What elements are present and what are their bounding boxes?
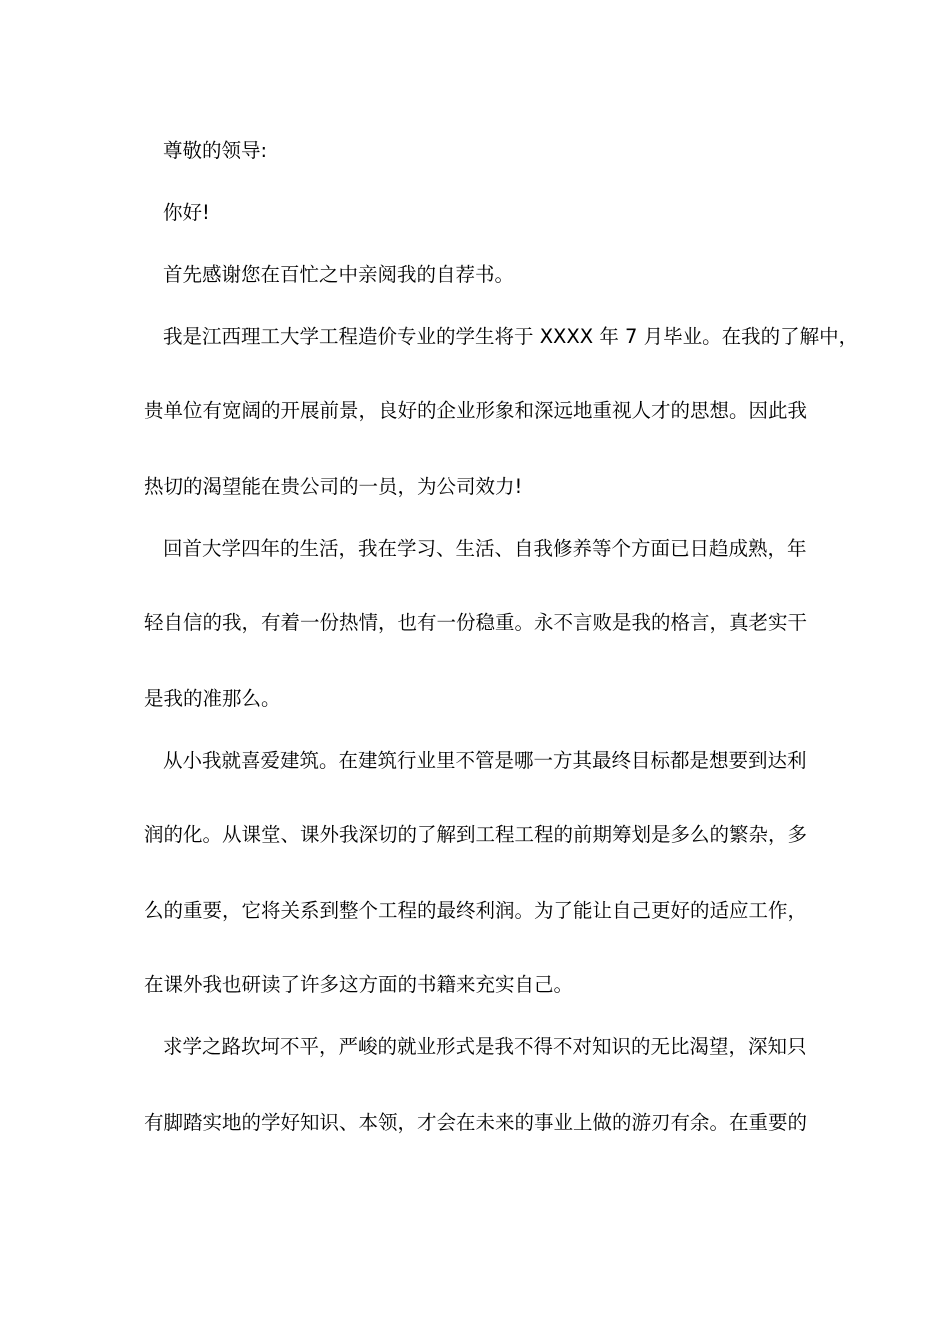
salutation: 尊敬的领导: (163, 139, 268, 162)
greeting: 你好! (163, 201, 210, 224)
paragraph-line: 求学之路坎坷不平，严峻的就业形式是我不得不对知识的无比渴望，深知只 (163, 1035, 807, 1058)
paragraph-line: 回首大学四年的生活，我在学习、生活、自我修养等个方面已日趋成熟，年 (163, 537, 807, 560)
paragraph-line: 润的化。从课堂、课外我深切的了解到工程工程的前期筹划是多么的繁杂，多 (144, 823, 808, 846)
paragraph-line: 是我的准那么。 (144, 687, 281, 710)
paragraph-line: 么的重要，它将关系到整个工程的最终利润。为了能让自己更好的适应工作， (144, 899, 808, 922)
paragraph-line: 从小我就喜爱建筑。在建筑行业里不管是哪一方其最终目标都是想要到达利 (163, 749, 807, 772)
paragraph-line: 轻自信的我，有着一份热情，也有一份稳重。永不言败是我的格言，真老实干 (144, 611, 808, 634)
paragraph-line: 首先感谢您在百忙之中亲阅我的自荐书。 (163, 263, 515, 286)
paragraph-line: 有脚踏实地的学好知识、本领，才会在未来的事业上做的游刃有余。在重要的 (144, 1111, 808, 1134)
paragraph-line: 在课外我也研读了许多这方面的书籍来充实自己。 (144, 973, 574, 996)
paragraph-line: 热切的渴望能在贵公司的一员，为公司效力! (144, 475, 523, 498)
paragraph-line: 我是江西理工大学工程造价专业的学生将于 XXXX 年 7 月毕业。在我的了解中， (163, 325, 859, 348)
paragraph-line: 贵单位有宽阔的开展前景，良好的企业形象和深远地重视人才的思想。因此我 (144, 399, 808, 422)
